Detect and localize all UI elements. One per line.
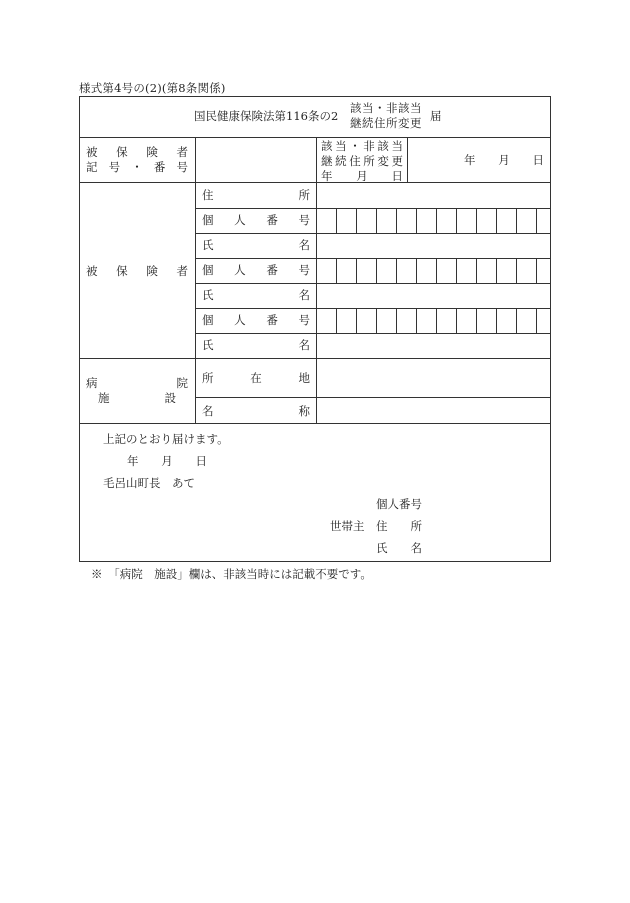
char: 険	[146, 264, 158, 278]
char: 号	[108, 160, 121, 174]
char: 地	[298, 371, 310, 385]
facility-label-line2	[98, 391, 176, 405]
status-date	[321, 169, 403, 183]
title-law: 国民健康保険法第116条の2	[194, 109, 339, 123]
mynumber-caption: 個人番号	[376, 497, 422, 511]
char: 住	[202, 188, 214, 202]
report-date	[464, 153, 544, 167]
digit-cell-divider	[376, 208, 377, 233]
char: 継	[321, 154, 333, 168]
digit-cell-divider	[496, 208, 497, 233]
char: 日	[195, 454, 207, 468]
char: 所	[363, 154, 375, 168]
char: 被	[86, 264, 98, 278]
char: 氏	[202, 238, 214, 252]
char: 氏	[376, 541, 388, 555]
divider	[80, 137, 550, 138]
status-line-1	[321, 139, 403, 153]
digit-cell-divider	[376, 258, 377, 283]
digit-cell-divider	[476, 258, 477, 283]
digit-cell-divider	[516, 308, 517, 333]
char: 者	[176, 264, 188, 278]
char: 当	[335, 139, 347, 153]
digit-cell-divider	[356, 208, 357, 233]
divider	[316, 183, 317, 423]
char: 者	[176, 145, 188, 159]
digit-cell-divider	[476, 208, 477, 233]
divider	[195, 283, 550, 284]
footer-date	[127, 454, 207, 468]
char: 保	[116, 145, 128, 159]
insured-id-label-line2	[86, 160, 188, 174]
digit-cell-divider	[456, 208, 457, 233]
char: 年	[464, 153, 476, 167]
addressee: 毛呂山町長 あて	[103, 476, 195, 490]
digit-cell-divider	[496, 308, 497, 333]
divider	[80, 423, 550, 424]
digit-cell-divider	[396, 208, 397, 233]
char: 被	[86, 145, 98, 159]
char: 個	[202, 213, 214, 227]
location-label	[202, 371, 310, 385]
householder-name	[376, 541, 422, 555]
char: 非	[363, 139, 375, 153]
digit-cell-divider	[516, 258, 517, 283]
char: 年	[127, 454, 139, 468]
char: 号	[298, 263, 310, 277]
char: 保	[116, 264, 128, 278]
char: 名	[298, 288, 310, 302]
facility-name-label	[202, 404, 310, 418]
char: 番	[266, 313, 278, 327]
char: 月	[498, 153, 510, 167]
char: 施	[98, 391, 110, 405]
divider	[407, 137, 408, 182]
char: 番	[266, 263, 278, 277]
mynumber-label	[202, 313, 310, 327]
title-option-2: 継続住所変更	[350, 116, 422, 130]
mynumber-label	[202, 213, 310, 227]
char: 氏	[202, 338, 214, 352]
char: 人	[234, 313, 246, 327]
char: 番	[153, 160, 166, 174]
digit-cell-divider	[336, 208, 337, 233]
digit-cell-divider	[436, 208, 437, 233]
char: 号	[298, 213, 310, 227]
divider	[195, 333, 550, 334]
name-label	[202, 238, 310, 252]
char: 該	[321, 139, 333, 153]
char: 名	[298, 238, 310, 252]
char: 在	[250, 371, 262, 385]
char: 名	[410, 541, 422, 555]
digit-cell-divider	[376, 308, 377, 333]
char: 日	[391, 169, 403, 183]
digit-cell-divider	[496, 258, 497, 283]
char: 住	[349, 154, 361, 168]
footnote: ※ 「病院 施設」欄は、非該当時には記載不要です。	[91, 567, 372, 581]
char: 院	[176, 376, 188, 390]
digit-cell-divider	[356, 308, 357, 333]
char: 番	[266, 213, 278, 227]
digit-cell-divider	[336, 258, 337, 283]
title-option-1: 該当・非該当	[350, 101, 422, 115]
digit-cell-divider	[536, 258, 537, 283]
divider	[195, 233, 550, 234]
char: 住	[376, 519, 388, 533]
char: 号	[176, 160, 188, 174]
char: 人	[234, 213, 246, 227]
char: 該	[377, 139, 389, 153]
facility-label-line1	[86, 376, 188, 390]
divider	[316, 137, 317, 182]
char: 個	[202, 313, 214, 327]
digit-cell-divider	[516, 208, 517, 233]
char: 人	[234, 263, 246, 277]
char: 険	[146, 145, 158, 159]
char: 更	[391, 154, 403, 168]
name-label	[202, 288, 310, 302]
digit-cell-divider	[416, 208, 417, 233]
char: 所	[202, 371, 214, 385]
digit-cell-divider	[456, 308, 457, 333]
digit-cell-divider	[416, 308, 417, 333]
char: 氏	[202, 288, 214, 302]
digit-cell-divider	[536, 208, 537, 233]
status-line-2	[321, 154, 403, 168]
digit-cell-divider	[416, 258, 417, 283]
char: 続	[335, 154, 347, 168]
char: 年	[321, 169, 333, 183]
name-label	[202, 338, 310, 352]
digit-cell-divider	[336, 308, 337, 333]
char: 記	[86, 160, 98, 174]
char: 病	[86, 376, 98, 390]
digit-cell-divider	[436, 258, 437, 283]
char: 個	[202, 263, 214, 277]
char: 設	[164, 391, 176, 405]
form-frame	[79, 96, 551, 562]
char: 所	[298, 188, 310, 202]
householder-caption: 世帯主	[330, 519, 365, 533]
address-label	[202, 188, 310, 202]
householder-address	[376, 519, 422, 533]
char: 所	[410, 519, 422, 533]
digit-cell-divider	[456, 258, 457, 283]
digit-cell-divider	[536, 308, 537, 333]
digit-cell-divider	[436, 308, 437, 333]
char: 称	[298, 404, 310, 418]
char: ・	[131, 160, 143, 174]
char: 月	[356, 169, 368, 183]
char: 変	[377, 154, 389, 168]
insured-section-label	[86, 264, 188, 278]
char: 号	[298, 313, 310, 327]
title-suffix: 届	[430, 109, 442, 123]
char: 日	[532, 153, 544, 167]
form-number: 様式第4号の(2)(第8条関係)	[79, 81, 226, 95]
divider	[80, 358, 550, 359]
divider	[80, 182, 550, 183]
divider	[195, 397, 550, 398]
char: 月	[161, 454, 173, 468]
char: 当	[391, 139, 403, 153]
digit-cell-divider	[396, 258, 397, 283]
mynumber-label	[202, 263, 310, 277]
digit-cell-divider	[356, 258, 357, 283]
declaration: 上記のとおり届けます。	[103, 432, 229, 446]
char: 名	[298, 338, 310, 352]
char: ・	[349, 139, 361, 153]
digit-cell-divider	[396, 308, 397, 333]
insured-id-label-line1	[86, 145, 188, 159]
char: 名	[202, 404, 214, 418]
divider	[195, 137, 196, 423]
digit-cell-divider	[476, 308, 477, 333]
